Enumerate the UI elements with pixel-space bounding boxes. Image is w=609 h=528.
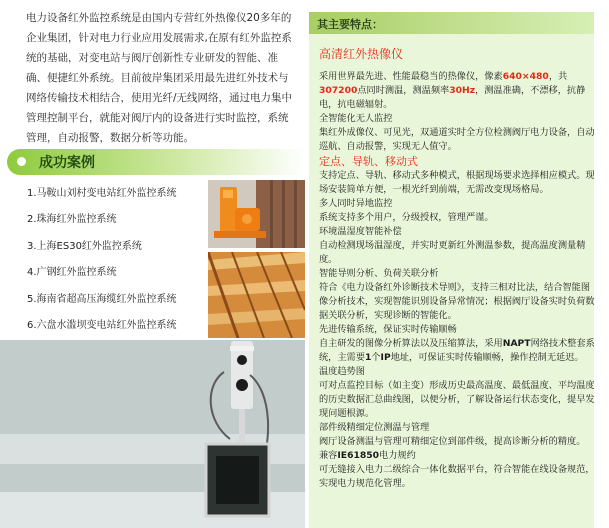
feature-detail: 可无缝接入电力二级综合一体化数据平台，符合智能在线设备规范，实现电力规范化管理。 — [319, 464, 595, 489]
feature-subheading: 环境温湿度智能补偿 — [319, 226, 402, 237]
case-item: 4.广钢红外监控系统 — [27, 267, 117, 279]
right-column — [305, 0, 609, 528]
feature-detail: 可对点监控目标（如主变）形成历史最高温度、最低温度、平均温度的历史数据汇总曲线图，以便分析，了解设备运行状态变化，提早发现问题根源。 — [319, 380, 595, 419]
infrared-camera-photo — [0, 340, 305, 528]
feature-subheading: 温度趋势图 — [319, 366, 365, 377]
feature-detail: 支持定点、导轨、移动式多种模式，根据现场要求选择相应模式。现场安装简单方便，一根光纤到前端，无需改变现场格局。 — [319, 170, 595, 195]
case-item: 1.马鞍山刘村变电站红外监控系统 — [27, 188, 177, 199]
valve-hall-photo — [208, 252, 305, 338]
feature-detail: 采用世界最先进、性能最稳当的热像仪，像素640×480，共307200点同时测温，测温频率30Hz，测温准确，不漂移，抗静电，抗电磁辐射。 — [319, 71, 586, 110]
features-panel — [309, 12, 594, 528]
features-text — [319, 70, 596, 491]
features-header — [309, 12, 594, 34]
feature-subheading: 部件级精细定位测温与管理 — [319, 422, 430, 433]
intro-paragraph: 电力设备红外监控系统是由国内专营红外热像仪20多年的企业集团，针对电力行业应用发展需求,在原有红外监控系统的基础，对变电站与阀厅创新性专业研发的智能、准确、便捷红外系统。目前彼岸集团采用最先进红外技术与网络传输技术相结合，使用光纤/无线网络，通过电力集中管理控制平台，就能对阀厅内的设备进行实时监控，系统管理，自动报警，数据分析等功能。 — [26, 12, 293, 144]
feature-subheading: 兼容IE61850电力规约 — [319, 450, 416, 461]
case-item: 2.珠海红外监控系统 — [27, 214, 117, 226]
feature-subheading: 先进传输系统，保证实时传输顺畅 — [319, 324, 457, 335]
feature-detail: 自主研发的图像分析算法以及压缩算法，采用NAPT网络技术整套系统，主需要1个IP地址，可保证实时传输顺畅，操作控制无延迟。 — [319, 338, 595, 363]
case-item: 5.海南省超高压海缆红外监控系统 — [27, 293, 177, 305]
camera-installation-illustration — [0, 340, 305, 528]
feature-subheading: 智能导则分析、负荷关联分析 — [319, 268, 439, 279]
features-main-title: 高清红外热像仪 — [319, 47, 404, 61]
feature-detail: 符合《电力设备红外诊断技术导则》，支持三相对比法，结合智能图像分析技术，实现智能识别设备异常情况；根据阀厅设备实时负荷数据关联分析，实现诊断的智能化。 — [319, 282, 595, 321]
case-item: 6.六盘水滥坝变电站红外监控系统 — [27, 319, 177, 331]
feature-subheading: 多人同时异地监控 — [319, 198, 393, 209]
feature-detail: 系统支持多个用户，分级授权，管理严谨。 — [319, 212, 494, 223]
feature-subtitle: 定点、导轨、移动式 — [319, 155, 418, 168]
features-header-label: 其主要特点： — [317, 18, 383, 31]
success-case-title: 成功案例 — [39, 155, 95, 171]
feature-detail: 阀厅设备测温与管理可精细定位到部件级，提高诊断分析的精度。 — [319, 436, 586, 447]
success-case-header — [7, 149, 305, 175]
white-circle-bullet-icon — [17, 157, 26, 166]
orange-machine-illustration — [208, 180, 305, 248]
case-item: 3.上海ES30红外监控系统 — [27, 240, 142, 252]
orange-equipment-photo — [208, 180, 305, 248]
valve-hall-illustration — [208, 252, 305, 338]
feature-subheading: 全智能化无人监控 — [319, 113, 393, 124]
feature-detail: 集红外成像仪、可见光，双通道实时全方位检测阀厅电力设备，自动巡航、自动报警，实现无人值守。 — [319, 127, 595, 152]
feature-detail: 自动检测现场温湿度，并实时更新红外测温参数，提高温度测量精度。 — [319, 240, 586, 265]
